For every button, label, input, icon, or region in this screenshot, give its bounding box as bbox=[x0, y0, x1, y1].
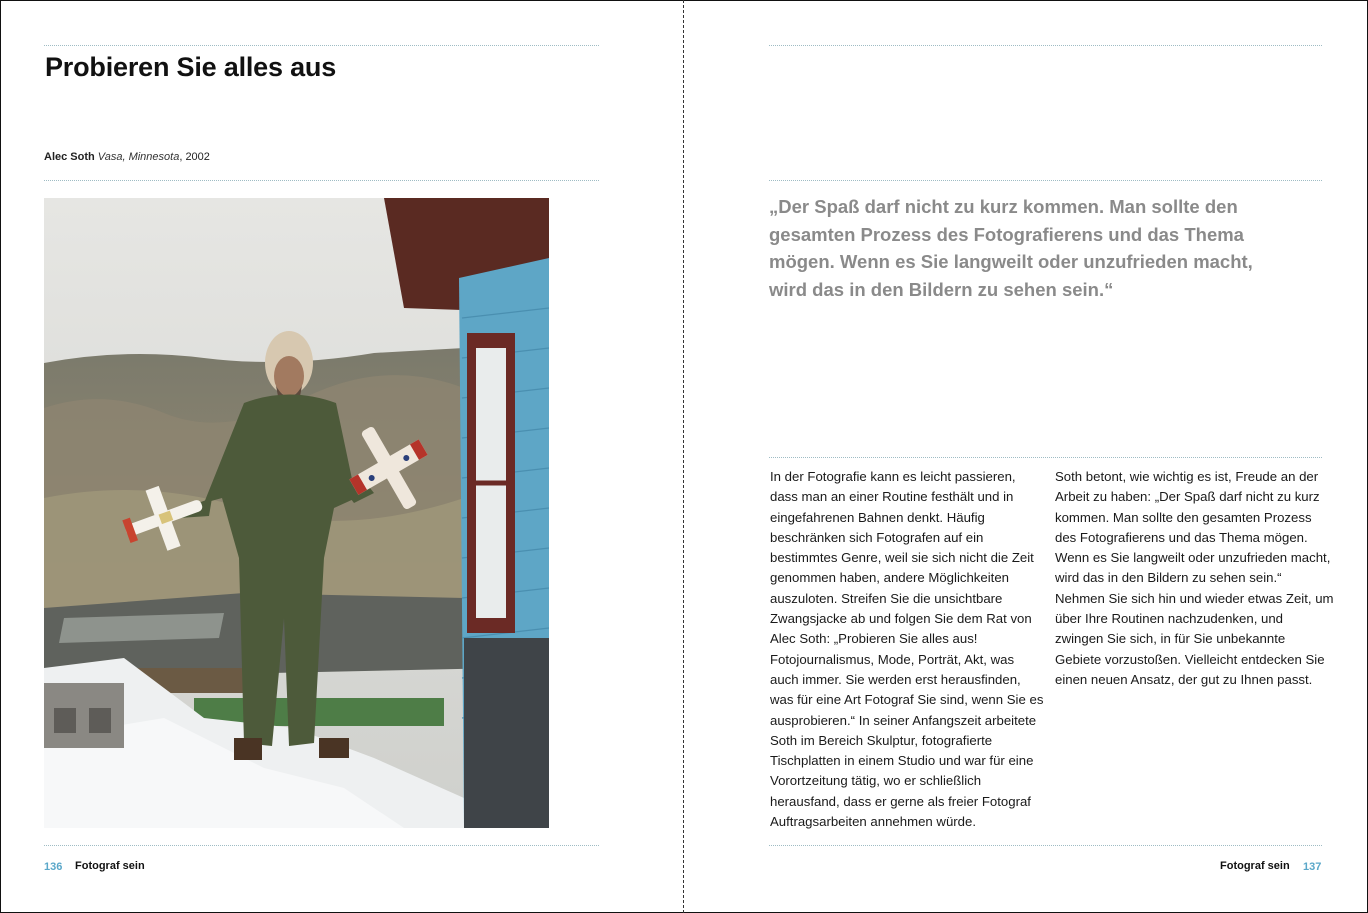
body-column-1: In der Fotografie kann es leicht passieren, dass man an einer Routine festhält und in eingefahrenen Bahnen denkt. Häufig beschränken sich Fotografen auf ein bestimmtes Genre, weil sie sich nicht die Zeit genommen haben, andere Möglichkeiten auszuloten. Streifen Sie die unsichtbare Zwangsjacke ab und folgen Sie dem Rat von Alec Soth: „Probieren Sie alles aus! Fotojournalismus, Mode, Porträt, Akt, was auch immer. Sie werden erst herausfinden, was für eine Art Fotograf Sie sind, wenn Sie es ausprobieren.“ In seiner Anfangszeit arbeitete Soth im Bereich Skulptur, fotografierte Tischplatten in einem Studio und war für eine Vorortzeitung tätig, wo er schließlich herausfand, dass er gerne als freier Fotograf Auftragsarbeiten annehmen würde. bbox=[770, 469, 1044, 830]
page-title: Probieren Sie alles aus bbox=[45, 52, 337, 82]
caption-photographer: Alec Soth bbox=[44, 151, 95, 163]
caption-rule bbox=[44, 180, 599, 181]
caption-place: Vasa, Minnesota bbox=[97, 151, 180, 163]
photo-caption bbox=[44, 151, 210, 163]
running-head-left: Fotograf sein bbox=[75, 860, 145, 872]
body-rule bbox=[769, 457, 1322, 458]
body-column-2: Soth betont, wie wichtig es ist, Freude an der Arbeit zu haben: „Der Spaß darf nicht zu kurz kommen. Man sollte den gesamten Prozess des Fotografierens und das Thema mögen. Wenn es Sie langweilt oder unzufrieden macht, wird das in den Bildern zu sehen sein.“ Nehmen Sie sich hin und wieder etwas Zeit, um über Ihre Routinen nachzudenken, und zwingen Sie sich, in für Sie unbekannte Gebiete vorzustoßen. Vielleicht entdecken Sie einen neuen Ansatz, der gut zu Ihnen passt. bbox=[1055, 469, 1334, 687]
top-rule-right bbox=[769, 45, 1322, 46]
caption-year: , 2002 bbox=[179, 151, 210, 163]
quote-rule bbox=[769, 180, 1322, 181]
photo-man-with-toy-planes bbox=[44, 198, 549, 828]
running-head-right: Fotograf sein bbox=[1220, 860, 1290, 872]
pull-quote: „Der Spaß darf nicht zu kurz kommen. Man sollte den gesamten Prozess des Fotografierens und das Thema mögen. Wenn es Sie langweilt oder unzufrieden macht, wird das in den Bildern zu sehen sein.“ bbox=[769, 196, 1253, 300]
page-number-right: 137 bbox=[1303, 861, 1322, 873]
top-rule-left bbox=[44, 45, 599, 46]
bottom-rule-left bbox=[44, 845, 599, 846]
bottom-rule-right bbox=[769, 845, 1322, 846]
book-spine-divider bbox=[683, 0, 684, 913]
page-number-left: 136 bbox=[44, 861, 63, 873]
